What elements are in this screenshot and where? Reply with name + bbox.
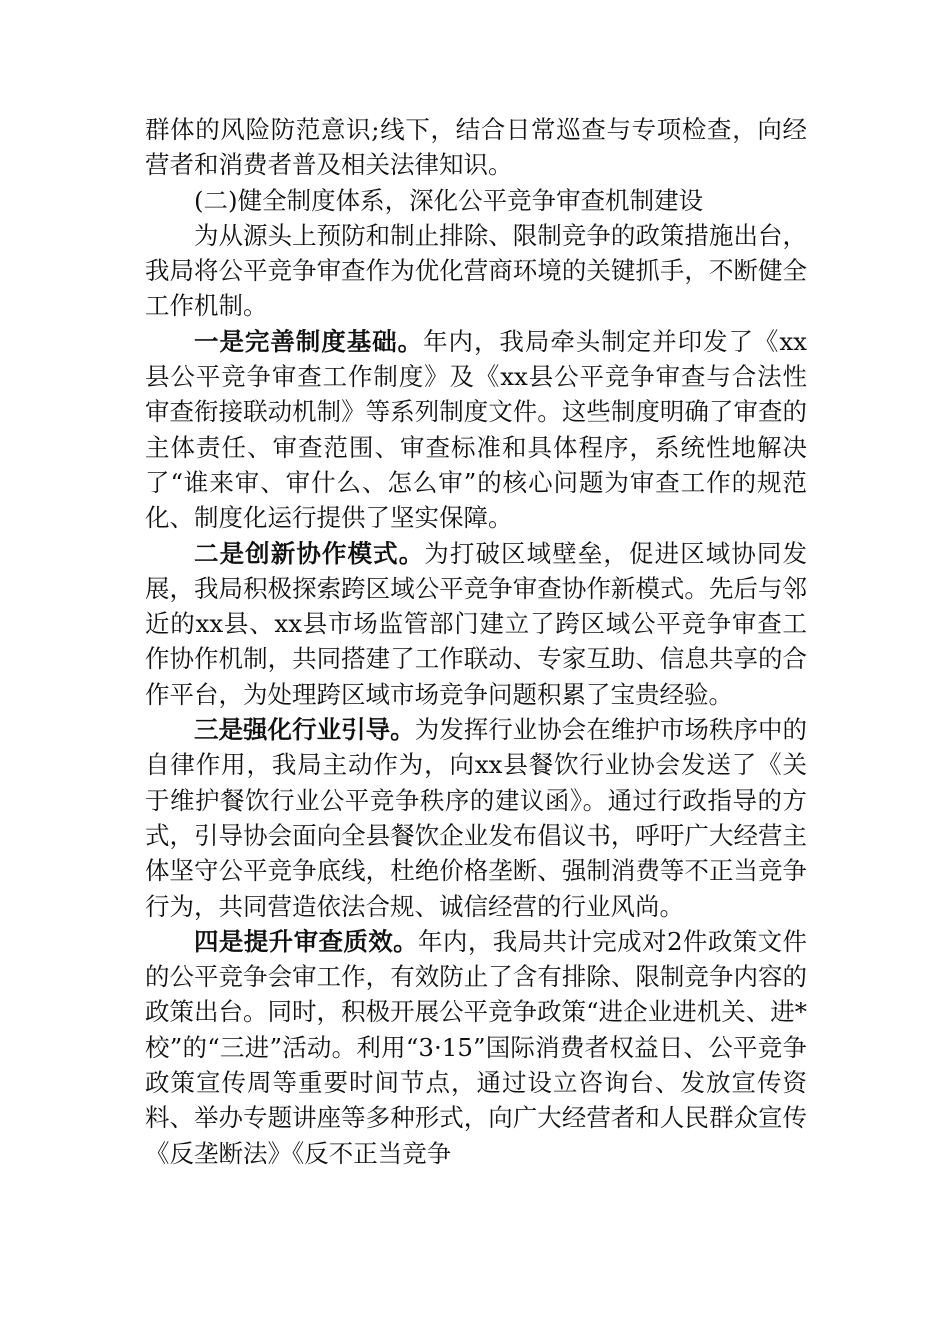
- paragraph-text: 群体的风险防范意识;线下，结合日常巡查与专项检查，向经营者和消费者普及相关法律知识。: [145, 115, 807, 180]
- paragraph-point-2: [145, 536, 807, 712]
- paragraph-text: 为从源头上预防和制止排除、限制竞争的政策措施出台，我局将公平竞争审查作为优化营商环境的关键抓手，不断健全工作机制。: [145, 220, 807, 321]
- point-body: 年内，我局牵头制定并印发了《xx县公平竞争审查工作制度》及《xx县公平竞争审查与合法性审查衔接联动机制》等系列制度文件。这些制度明确了审查的主体责任、审查范围、审查标准和具体程序，系统性地解决了“谁来审、审什么、怎么审”的核心问题为审查工作的规范化、制度化运行提供了坚实保障。: [145, 326, 808, 533]
- section-heading: [145, 183, 807, 218]
- paragraph-point-4: [145, 924, 807, 1171]
- paragraph-point-1: [145, 324, 807, 536]
- document-page: [145, 112, 807, 1171]
- point-body: 年内，我局共计完成对2件政策文件的公平竞争会审工作，有效防止了含有排除、限制竞争内容的政策出台。同时，积极开展公平竞争政策“进企业进机关、进*校”的“三进”活动。利用“3·15”国际消费者权益日、公平竞争政策宣传周等重要时间节点，通过设立咨询台、发放宣传资料、举办专题讲座等多种形式，向广大经营者和人民群众宣传《反垄断法》《反不正当竞争: [145, 926, 807, 1168]
- point-lead: 四是提升审查质效。: [194, 926, 419, 956]
- point-lead: 二是创新协作模式。: [194, 538, 425, 568]
- point-lead: 三是强化行业引导。: [194, 715, 415, 745]
- point-body: 为发挥行业协会在维护市场秩序中的自律作用，我局主动作为，向xx县餐饮行业协会发送了《关于维护餐饮行业公平竞争秩序的建议函》。通过行政指导的方式，引导协会面向全县餐饮企业发布倡议书，呼吁广大经营主体坚守公平竞争底线，杜绝价格垄断、强制消费等不正当竞争行为，共同营造依法合规、诚信经营的行业风尚。: [145, 715, 807, 921]
- paragraph-intro: [145, 218, 807, 324]
- point-lead: 一是完善制度基础。: [194, 326, 424, 356]
- section-heading-text: (二)健全制度体系，深化公平竞争审查机制建设: [194, 185, 704, 215]
- paragraph-point-3: [145, 712, 807, 924]
- point-body: 为打破区域壁垒，促进区域协同发展，我局积极探索跨区域公平竞争审查协作新模式。先后与邻近的xx县、xx县市场监管部门建立了跨区域公平竞争审查工作协作机制，共同搭建了工作联动、专家互助、信息共享的合作平台，为处理跨区域市场竞争问题积累了宝贵经验。: [145, 538, 808, 709]
- paragraph-continuation: [145, 112, 807, 183]
